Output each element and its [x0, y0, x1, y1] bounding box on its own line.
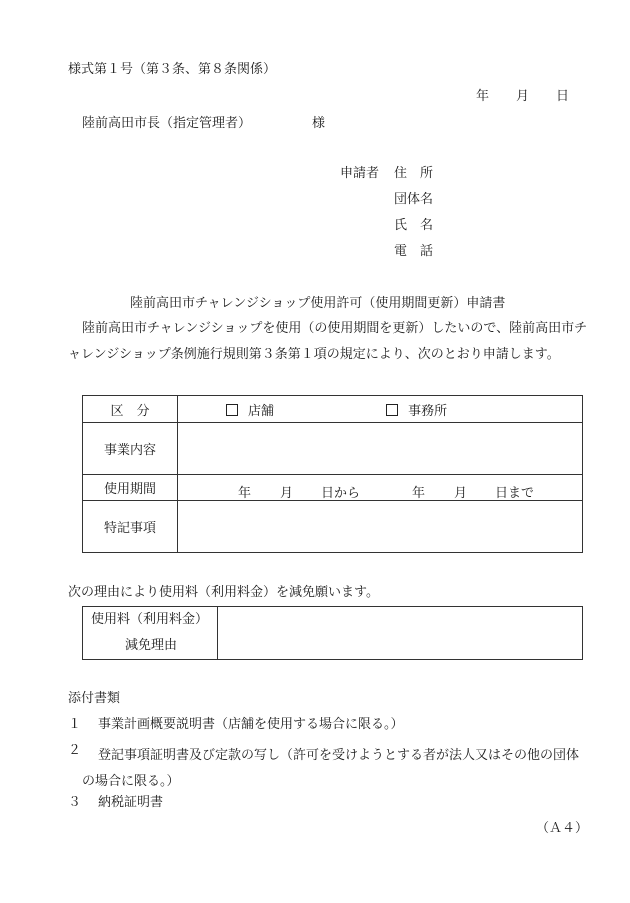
period-end-month: 月 [454, 486, 468, 501]
applicant-name-label: 氏 名 [394, 218, 434, 233]
period-start-month: 月 [280, 486, 294, 501]
date-day-label: 日 [556, 89, 570, 104]
period-label: 使用期間 [83, 475, 178, 501]
form-number: 様式第１号（第３条、第８条関係） [68, 62, 277, 77]
office-option[interactable] [386, 404, 447, 419]
office-option-label: 事務所 [408, 403, 448, 419]
period-start-year: 年 [238, 486, 252, 501]
attachment-item-1-text: 事業計画概要説明書（店舗を使用する場合に限る。） [98, 717, 404, 732]
attachment-item-3-text: 納税証明書 [98, 795, 164, 810]
honorific: 様 [312, 116, 326, 131]
date-month-label: 月 [516, 89, 530, 104]
business-content-field[interactable] [178, 423, 583, 475]
period-field[interactable] [178, 475, 583, 501]
attachments-heading: 添付書類 [68, 691, 121, 706]
category-label: 区 分 [83, 396, 178, 423]
applicant-phone-label: 電 話 [394, 244, 434, 259]
addressee: 陸前高田市長（指定管理者） [82, 116, 252, 131]
reduction-intro: 次の理由により使用料（利用料金）を減免願います。 [68, 585, 379, 600]
period-end-year: 年 [412, 486, 426, 501]
document-title: 陸前高田市チャレンジショップ使用許可（使用期間更新）申請書 [130, 296, 506, 311]
body-paragraph: 陸前高田市チャレンジショップを使用（の使用期間を更新）したいので、陸前高田市チャレンジショップ条例施行規則第３条第１項の規定により、次のとおり申請します。 [68, 321, 588, 362]
attachment-item-2-number: ２ [68, 743, 82, 758]
store-option-label: 店舗 [248, 403, 275, 419]
applicant-label: 申請者 [340, 166, 380, 181]
notes-label: 特記事項 [83, 501, 178, 553]
store-option[interactable] [226, 404, 274, 419]
applicant-address-label: 住 所 [394, 166, 434, 181]
office-checkbox[interactable] [386, 404, 398, 416]
period-end-day: 日まで [495, 486, 535, 501]
reduction-label-line1: 使用料（利用料金） [91, 612, 209, 627]
business-label: 事業内容 [83, 423, 178, 475]
reduction-label [83, 607, 218, 660]
attachment-item-1-number: １ [68, 717, 82, 732]
notes-field[interactable] [178, 501, 583, 553]
reduction-reason-field[interactable] [218, 607, 583, 660]
date-year-label: 年 [476, 89, 490, 104]
reduction-table [82, 606, 583, 660]
store-checkbox[interactable] [226, 404, 238, 416]
paper-size-label: （Ａ４） [536, 821, 589, 836]
application-table [82, 395, 583, 553]
attachment-item-2-text: 登記事項証明書及び定款の写し（許可を受けようとする者が法人又はその他の団体の場合に限る。） [82, 748, 580, 789]
applicant-group-label: 団体名 [394, 192, 434, 207]
category-options [178, 396, 583, 423]
attachment-item-3-number: ３ [68, 795, 82, 810]
reduction-label-line2: 減免理由 [125, 638, 178, 653]
period-start-day: 日から [321, 486, 361, 501]
